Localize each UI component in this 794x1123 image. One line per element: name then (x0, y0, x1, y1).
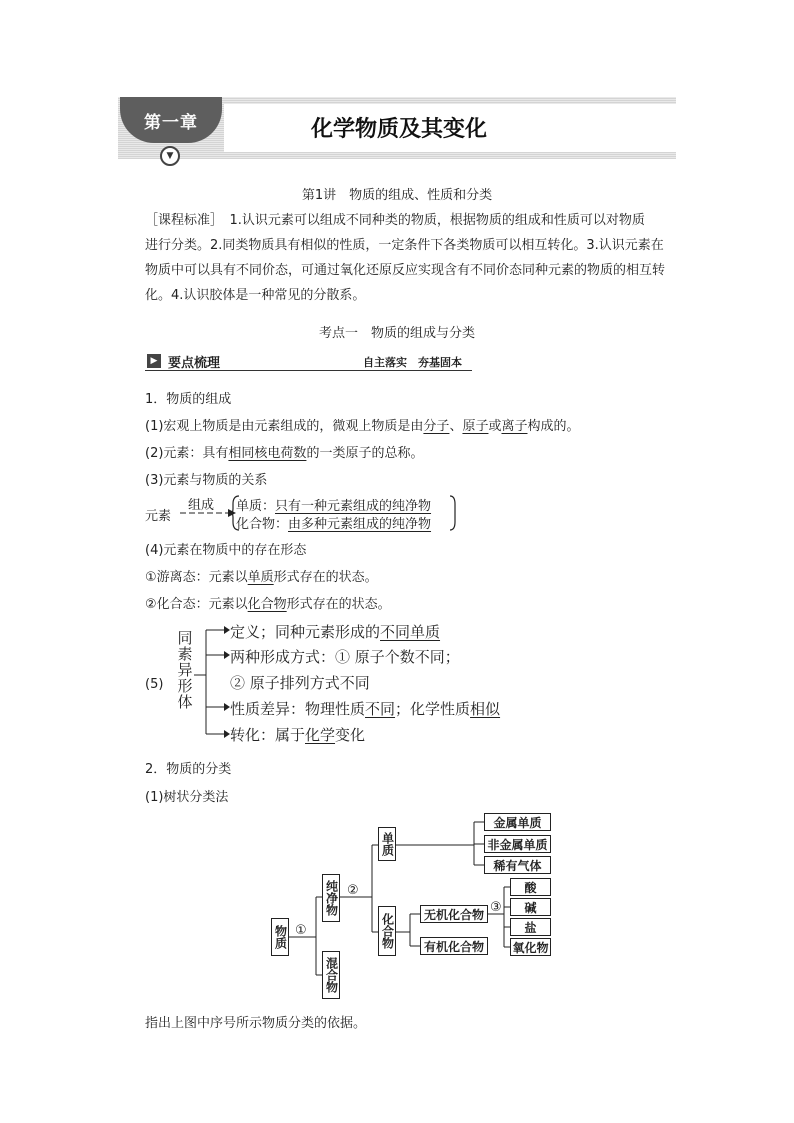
tree-node-nonmetal: 非金属单质 (484, 835, 551, 853)
tree-node-noble-gas: 稀有气体 (484, 856, 551, 874)
text: 构成的。 (527, 419, 580, 434)
text: 定义；同种元素形成的 (230, 623, 381, 641)
tree-node-compound (378, 906, 396, 956)
answer-blank: 相似 (470, 700, 501, 718)
node-label: 纯净物 (324, 880, 339, 916)
tree-label-3: ③ (490, 900, 502, 915)
text: ①游离态：元素以 (145, 570, 248, 585)
text: 、 (449, 419, 463, 434)
answer-blank: 原子 (462, 419, 489, 434)
text: (2)元素：具有 (145, 446, 229, 461)
text: 变化 (335, 726, 366, 744)
text: 形式存在的状态。 (273, 570, 378, 585)
text: 化合物： (236, 517, 289, 532)
relation-left: 元素 (145, 509, 172, 524)
play-icon: ▶ (147, 354, 161, 368)
char: 异 (177, 661, 193, 679)
tree-node-matter (271, 918, 289, 956)
composition-p3: (3)元素与物质的关系 (145, 473, 268, 488)
allotrope-formation: 两种形成方式：① 原子个数不同； (230, 648, 460, 666)
tree-method-title: (1)树状分类法 (145, 790, 229, 805)
answer-blank: 化学 (305, 726, 336, 744)
answer-blank: 单质 (247, 570, 274, 585)
tree-label-1: ① (295, 923, 307, 938)
tree-node-oxide: 氧化物 (510, 938, 551, 956)
node-label: 化合物 (380, 913, 395, 949)
node-label: 物质 (273, 925, 288, 949)
text: 性质差异：物理性质 (230, 700, 366, 718)
standard-line: 进行分类。2.同类物质具有相似的性质，一定条件下各类物质可以相互转化。3.认识元素在 (145, 238, 664, 253)
answer-blank: 只有一种元素组成的纯净物 (275, 499, 432, 514)
tree-node-pure (322, 874, 340, 922)
heading-classification: 2．物质的分类 (145, 762, 232, 777)
kaodian-title: 考点一 物质的组成与分类 (318, 326, 475, 341)
char: 体 (177, 693, 193, 711)
tree-node-base: 碱 (510, 898, 551, 916)
tree-node-metal: 金属单质 (484, 813, 551, 831)
section-title: 要点梳理 (168, 356, 221, 371)
heading-composition: 1．物质的组成 (145, 392, 232, 407)
text: (1)宏观上物质是由元素组成的，微观上物质是由 (145, 419, 424, 434)
text: ；化学性质 (395, 700, 471, 718)
allotrope-formation-cont: ② 原子排列方式不同 (230, 674, 370, 692)
answer-blank: 不同单质 (380, 623, 441, 641)
relation-arrow-label: 组成 (188, 498, 215, 513)
composition-p4: (4)元素在物质中的存在形态 (145, 543, 307, 558)
tree-node-inorganic: 无机化合物 (420, 905, 488, 923)
answer-blank: 离子 (501, 419, 528, 434)
chapter-tab: 第一章 (120, 97, 222, 143)
standard-line: 化。4.认识胶体是一种常见的分散系。 (145, 288, 366, 303)
char: 形 (177, 677, 193, 695)
tree-label-2: ② (347, 883, 359, 898)
tree-node-salt: 盐 (510, 918, 551, 936)
answer-blank: 分子 (423, 419, 450, 434)
text: 转化：属于 (230, 726, 306, 744)
lecture-title: 第1讲 物质的组成、性质和分类 (301, 188, 493, 203)
question-text: 指出上图中序号所示物质分类的依据。 (145, 1016, 367, 1031)
tree-node-organic: 有机化合物 (420, 937, 488, 955)
tree-node-acid: 酸 (510, 878, 551, 896)
tree-node-mixture (322, 951, 340, 999)
char: 同 (177, 629, 193, 647)
standard-line: 物质中可以具有不同价态，可通过氧化还原反应实现含有不同价态同种元素的物质的相互转 (145, 263, 666, 278)
standard-line: ［课程标准］ 1.认识元素可以组成不同种类的物质，根据物质的组成和性质可以对物质 (145, 213, 645, 228)
chevron-down-icon: ▼ (160, 146, 180, 166)
char: 素 (177, 645, 193, 663)
tree-node-element (378, 827, 396, 861)
text: 的一类原子的总称。 (306, 446, 424, 461)
text: 形式存在的状态。 (286, 597, 391, 612)
answer-blank: 由多种元素组成的纯净物 (288, 517, 432, 532)
chapter-title: 化学物质及其变化 (310, 117, 487, 142)
text: 或 (488, 419, 502, 434)
node-label: 单质 (380, 832, 395, 856)
answer-blank: 相同核电荷数 (228, 446, 307, 461)
node-label: 混合物 (324, 957, 339, 993)
text: 单质： (236, 499, 276, 514)
answer-blank: 化合物 (247, 597, 287, 612)
section-subtitle: 自主落实 夯基固本 (363, 356, 462, 369)
answer-blank: 不同 (365, 700, 396, 718)
allotrope-number: (5) (145, 677, 164, 692)
text: ②化合态：元素以 (145, 597, 248, 612)
